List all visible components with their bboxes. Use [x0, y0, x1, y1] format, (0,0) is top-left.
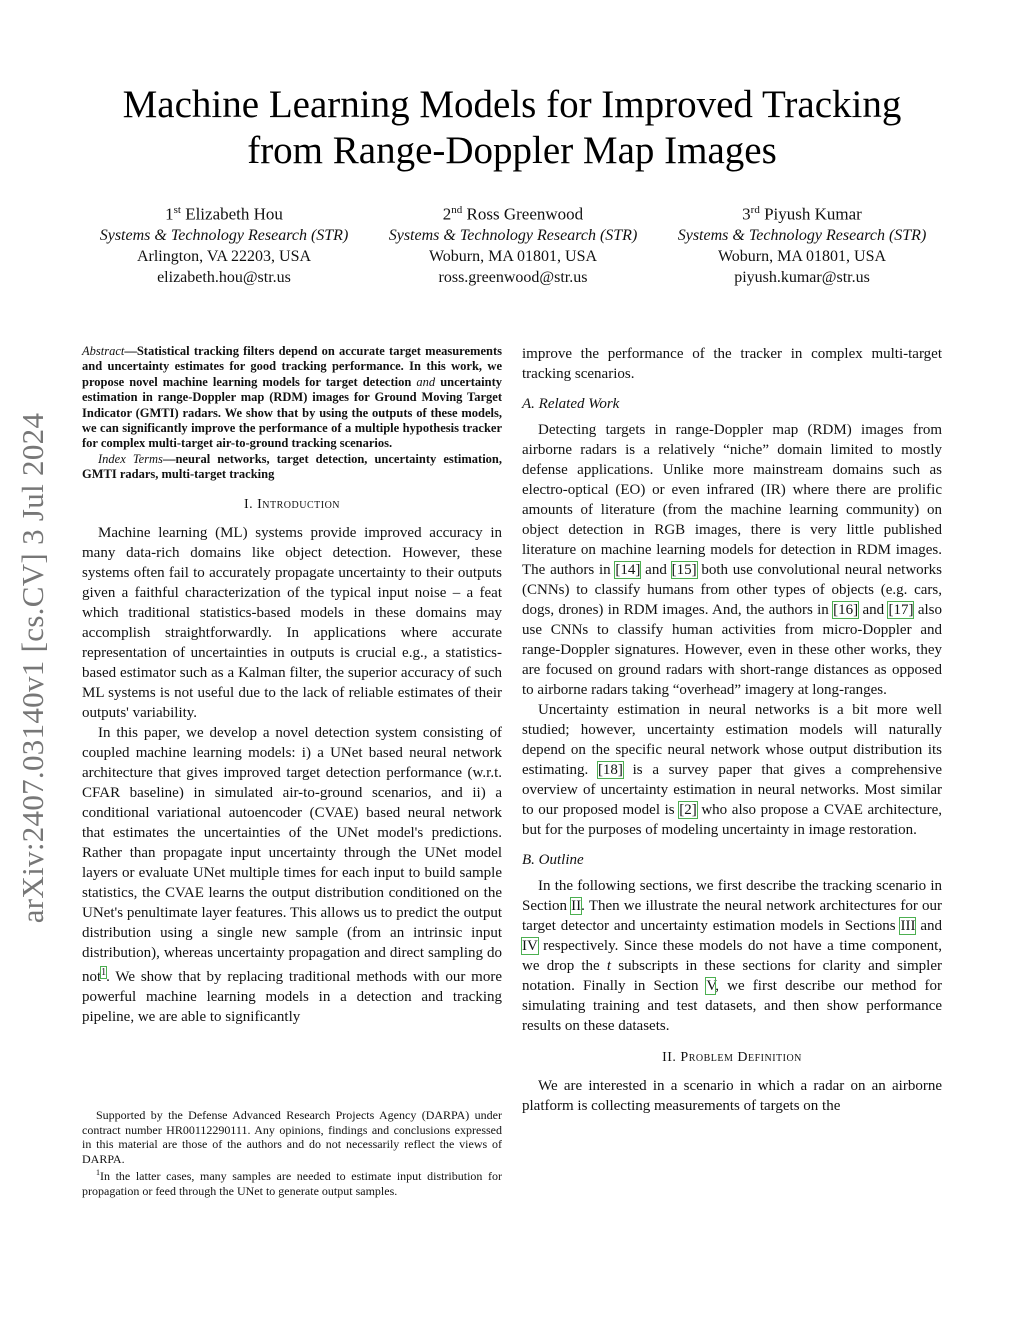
intro-paragraph-2 — [82, 723, 502, 1027]
related-work-paragraph-2 — [522, 700, 942, 840]
outline-text: In the following sections, we first describe the tracking scenario in Section — [522, 878, 942, 914]
rw-text: both use convolutional neural networks (CNNs) to classify humans from other types of objects (e.g. cars, dogs, drones) in RDM images. And, the authors in — [522, 562, 942, 618]
section-title: Introduction — [257, 496, 341, 512]
outline-text: and — [915, 918, 942, 934]
title-line-1: Machine Learning Models for Improved Tracking — [122, 83, 902, 126]
section-link-iv[interactable]: IV — [522, 938, 538, 954]
intro-paragraph-2-text-b: . We show that by replacing traditional methods with our more powerful machine learning models in a detection and tracking pipeline, we are able to significantly — [82, 968, 502, 1025]
section-link-ii[interactable]: II — [571, 898, 582, 914]
citation-link-16[interactable]: [16] — [833, 602, 859, 618]
footnote-1 — [82, 1166, 502, 1198]
footnote-link[interactable]: 1 — [101, 966, 107, 978]
outline-text: . Then we illustrate the neural network architectures for our target detector and uncertainty estimation models in Sections — [522, 898, 942, 934]
abstract-text-b: uncertainty estimation in range-Doppler map (RDM) images for Ground Moving Target Indicator (GMTI) radars. We show that by using the outputs of these models, we can significantly improve the performance of a multiple hypothesis tracker for complex multi-target air-to-ground tracking scenarios. — [82, 374, 502, 451]
author-email: elizabeth.hou@str.us — [157, 268, 291, 286]
author-ordinal: 1 — [165, 204, 174, 224]
subsection-heading-outline: B. Outline — [522, 852, 584, 868]
outline-text: subscripts in these sections for clarity and simpler notation. Finally in Section — [522, 958, 942, 994]
author-email: piyush.kumar@str.us — [734, 268, 870, 286]
author-name: Elizabeth Hou — [185, 204, 283, 224]
rw-text: also use CNNs to classify human activities from micro-Doppler and range-Doppler signatures. However, even in these other works, they are focused on ground radars with short-range distances as opposed to airborne radars taking “overhead” imagery at long-ranges. — [522, 602, 942, 698]
footnote-1-text: In the latter cases, many samples are needed to estimate input distribution for propagation or feed through the UNet to generate output samples. — [82, 1169, 502, 1198]
abstract-label: Abstract — [82, 344, 125, 358]
author-name: Ross Greenwood — [466, 204, 584, 224]
author-email: ross.greenwood@str.us — [438, 268, 588, 286]
arxiv-identifier: arXiv:2407.03140v1 [cs.CV] 3 Jul 2024 — [15, 412, 50, 924]
abstract — [82, 344, 502, 452]
index-terms-label: Index Terms — [98, 451, 163, 466]
paper-title — [0, 82, 1024, 174]
footnotes — [82, 1108, 502, 1199]
citation-link-18[interactable]: [18] — [597, 762, 623, 778]
author-ordinal-suffix: st — [173, 204, 181, 216]
left-column — [82, 344, 502, 1027]
title-line-2: from Range-Doppler Map Images — [247, 129, 777, 172]
index-terms-text: —neural networks, target detection, uncertainty estimation, GMTI radars, multi-target tracking — [82, 451, 502, 482]
footnote-1-mark: 1 — [96, 1168, 100, 1178]
related-work-paragraph-1 — [522, 420, 942, 700]
section-link-iii[interactable]: III — [900, 918, 916, 934]
outline-text: respectively. Since these models do not have a time component, we drop the — [522, 938, 942, 974]
section-heading-introduction — [82, 495, 502, 515]
problem-definition-paragraph: We are interested in a scenario in which a radar on an airborne platform is collecting measurements of targets on the — [522, 1078, 942, 1114]
section-heading-problem-definition — [522, 1048, 942, 1068]
author-3 — [658, 200, 946, 288]
author-affiliation: Systems & Technology Research (STR) — [677, 226, 927, 244]
index-terms — [82, 452, 502, 483]
rw-text: and — [858, 602, 889, 618]
abstract-text-a: —Statistical tracking filters depend on accurate target measurements and uncertainty estimates for good tracking performance. In this work, we propose novel machine learning models for target detection — [82, 344, 502, 389]
author-affiliation: Systems & Technology Research (STR) — [388, 226, 638, 244]
author-ordinal-suffix: nd — [451, 204, 463, 216]
funding-footnote: Supported by the Defense Advanced Research Projects Agency (DARPA) under contract number HR00112290111. Any opinions, findings and conclusions expressed in this material are those of the authors and do not necessarily reflect the views of DARPA. — [82, 1108, 502, 1166]
rw-text: Detecting targets in range-Doppler map (RDM) images from airborne radars is a relatively “niche” domain limited to mostly defense applications. Unlike more mainstream domains such as electro-optical (EO) or even infrared (IR) where there are prolific amounts of literature (from the machine learning community) on object detection in RGB images, there is very little published literature on machine learning models for detection in RDM images. The authors in — [522, 422, 942, 578]
section-numeral: II. — [662, 1050, 681, 1065]
section-title: Problem Definition — [680, 1050, 802, 1065]
author-affiliation: Systems & Technology Research (STR) — [99, 226, 349, 244]
intro-paragraph-1: Machine learning (ML) systems provide improved accuracy in many data-rich domains like object detection. However, these systems often fail to accurately propagate uncertainty to their outputs given a faithful characterization of the typical input noise – a feat which traditional statistics-based models in these domains may accomplish straightforwardly. In applications where accurate representation of uncertainties in outputs is crucial e.g., a statistics-based estimator such as a Kalman filter, the superior accuracy of such ML systems is not useful due to the lack of reliable estimates of their outputs' variability. — [82, 524, 502, 721]
author-address: Arlington, VA 22203, USA — [136, 247, 312, 265]
section-numeral: I. — [243, 496, 258, 512]
author-ordinal-suffix: rd — [750, 204, 760, 216]
author-ordinal: 2 — [442, 204, 452, 224]
intro-paragraph-2-text-a: In this paper, we develop a novel detection system consisting of coupled machine learning models: i) a UNet based neural network architecture that gives improved target detection performance (w.r.t. CFAR baseline) in simulated air-to-ground scenarios, and ii) a conditional variational autoencoder (CVAE) based neural network that estimates the uncertainties of the UNet model's predictions. Rather than propagate input uncertainty through the UNet model layers or evaluate UNet multiple times for each input to build sample statistics, the CVAE learns the output distribution conditioned on the UNet's penultimate layer features. This allows us to predict the output distribution using a single new sample (from an intrinsic input distribution), whereas uncertainty propagation and direct sampling do not — [82, 724, 502, 985]
author-1 — [80, 200, 368, 288]
math-variable-t: t — [606, 958, 612, 974]
right-column — [522, 344, 942, 1116]
arxiv-stamp — [14, 378, 52, 958]
intro-paragraph-2-continued: improve the performance of the tracker in complex multi-target tracking scenarios. — [522, 346, 942, 382]
author-ordinal: 3 — [742, 204, 751, 224]
citation-link-2[interactable]: [2] — [679, 802, 697, 818]
section-link-v[interactable]: V — [706, 978, 716, 994]
rw-text: is a survey paper that gives a comprehensive overview of uncertainty estimation in neural networks. Most similar to our proposed model is — [522, 762, 942, 818]
author-2 — [369, 200, 657, 288]
rw-text: and — [640, 562, 672, 578]
citation-link-17[interactable]: [17] — [888, 602, 914, 618]
citation-link-15[interactable]: [15] — [671, 562, 697, 578]
citation-link-14[interactable]: [14] — [615, 562, 641, 578]
outline-text: , we first describe our method for simulating training and test datasets, and then show performance results on these datasets. — [522, 978, 942, 1034]
abstract-and-word: and — [416, 374, 436, 389]
author-name: Piyush Kumar — [764, 204, 862, 224]
rw-text: Uncertainty estimation in neural networks is a bit more well studied; however, uncertainty estimation models will naturally depend on the specific neural network whose output distribution its estimating. — [522, 702, 942, 778]
author-address: Woburn, MA 01801, USA — [717, 247, 887, 265]
subsection-heading-related-work: A. Related Work — [522, 396, 620, 412]
author-block — [80, 200, 946, 288]
author-address: Woburn, MA 01801, USA — [428, 247, 598, 265]
outline-paragraph — [522, 876, 942, 1036]
rw-text: who also propose a CVAE architecture, but for the purposes of modeling uncertainty in image restoration. — [522, 802, 942, 838]
